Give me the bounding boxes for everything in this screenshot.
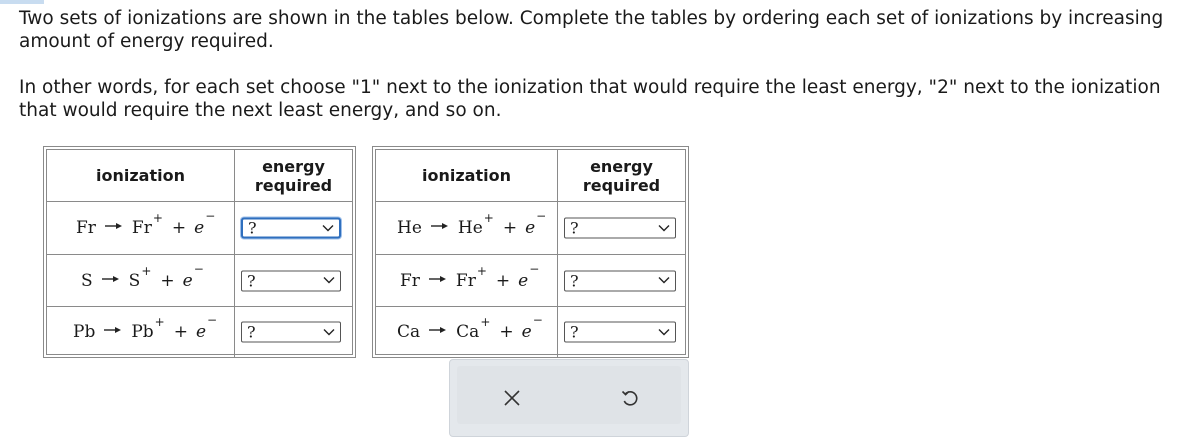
instructions-paragraph-2: In other words, for each set choose "1" next to the ionization that would require the least energy, "2" next to the ionization that would require the next least energy, and so on. xyxy=(19,77,1161,121)
right-arrow-icon xyxy=(429,275,447,283)
electron-symbol: e xyxy=(195,322,207,342)
ionization-equation xyxy=(397,313,543,342)
atom-symbol: Pb xyxy=(73,322,96,342)
clear-button[interactable] xyxy=(500,386,524,410)
electron-symbol: e xyxy=(518,270,529,291)
ionization-equation-cell xyxy=(376,307,558,357)
header-ionization: ionization xyxy=(47,150,235,201)
chevron-down-icon xyxy=(323,277,335,285)
ionization-equation-cell xyxy=(47,255,235,306)
energy-rank-select[interactable] xyxy=(241,218,341,239)
header-energy-line2: required xyxy=(582,175,661,195)
undo-icon xyxy=(620,388,640,408)
chevron-down-icon xyxy=(323,328,335,336)
header-energy-required xyxy=(235,150,352,201)
reset-button[interactable] xyxy=(618,386,642,410)
plus-sign: + xyxy=(160,270,175,291)
toolbar-panel xyxy=(457,366,681,424)
energy-cell xyxy=(558,307,685,357)
chevron-down-icon xyxy=(658,224,670,232)
ionization-equation-cell xyxy=(47,202,235,254)
header-energy-line1: energy xyxy=(590,156,653,176)
header-ionization: ionization xyxy=(376,150,558,201)
ion-symbol: Fr xyxy=(455,270,476,291)
atom-symbol: S xyxy=(81,270,93,291)
table-row xyxy=(47,307,352,357)
ion-charge: + xyxy=(154,315,165,329)
energy-cell xyxy=(235,255,352,306)
atom-symbol: He xyxy=(397,218,422,238)
chevron-down-icon xyxy=(658,277,670,285)
table-row xyxy=(47,255,352,307)
ionization-equation xyxy=(76,209,216,238)
right-arrow-icon xyxy=(429,326,447,334)
energy-cell xyxy=(558,202,685,254)
instructions-paragraph-1: Two sets of ionizations are shown in the tables below. Complete the tables by ordering each set of ionizations by increasing amount of energy required. xyxy=(19,8,1164,52)
plus-sign: + xyxy=(171,218,187,238)
atom-symbol: Fr xyxy=(76,218,96,238)
ion-charge: + xyxy=(476,263,487,278)
energy-rank-select[interactable] xyxy=(564,270,676,291)
top-accent-bar xyxy=(0,0,44,4)
energy-cell xyxy=(235,307,352,357)
instructions xyxy=(19,7,1184,122)
ionization-table-2 xyxy=(372,146,689,358)
ionization-equation-cell xyxy=(376,202,558,254)
table-row xyxy=(376,202,685,255)
ionization-equation xyxy=(400,261,540,291)
table-header xyxy=(47,150,352,202)
header-energy-line1: energy xyxy=(262,156,325,176)
right-arrow-icon xyxy=(104,326,122,334)
chevron-down-icon xyxy=(322,224,334,232)
ion-symbol: He xyxy=(457,218,483,238)
right-arrow-icon xyxy=(105,222,123,230)
select-value: ? xyxy=(248,218,257,238)
ionization-equation-cell xyxy=(47,307,235,357)
right-arrow-icon xyxy=(431,222,449,230)
ionization-table-1 xyxy=(43,146,356,358)
chevron-down-icon xyxy=(658,328,670,336)
ion-charge: + xyxy=(141,263,152,278)
table-row xyxy=(376,307,685,357)
ion-charge: + xyxy=(152,211,163,225)
plus-sign: + xyxy=(173,322,188,342)
electron-charge: − xyxy=(205,209,216,223)
energy-cell xyxy=(558,255,685,306)
atom-symbol: Ca xyxy=(397,322,421,342)
electron-charge: − xyxy=(207,313,218,327)
select-value: ? xyxy=(570,271,579,290)
ion-symbol: S xyxy=(128,270,141,291)
atom-symbol: Fr xyxy=(400,270,420,291)
energy-rank-select[interactable] xyxy=(564,322,676,343)
ion-charge: + xyxy=(480,315,491,329)
electron-charge: − xyxy=(193,261,204,276)
electron-symbol: e xyxy=(525,218,536,238)
ion-symbol: Pb xyxy=(131,322,154,342)
electron-charge: − xyxy=(536,209,547,223)
energy-rank-select[interactable] xyxy=(241,270,341,291)
select-value: ? xyxy=(247,271,256,290)
ionization-equation xyxy=(397,209,547,238)
electron-symbol: e xyxy=(194,218,205,238)
electron-charge: − xyxy=(532,313,543,327)
header-energy-line2: required xyxy=(254,175,333,195)
select-value: ? xyxy=(570,218,579,238)
ionization-equation xyxy=(81,261,204,291)
electron-symbol: e xyxy=(182,270,193,291)
header-energy-required xyxy=(558,150,685,201)
ion-symbol: Ca xyxy=(456,322,480,342)
ionization-equation-cell xyxy=(376,255,558,306)
right-arrow-icon xyxy=(102,275,120,283)
energy-cell xyxy=(235,202,352,254)
ionization-equation xyxy=(73,313,218,342)
select-value: ? xyxy=(247,322,256,342)
select-value: ? xyxy=(570,322,579,342)
electron-symbol: e xyxy=(521,322,532,342)
electron-charge: − xyxy=(529,261,540,276)
table-row xyxy=(376,255,685,307)
ion-symbol: Fr xyxy=(131,218,152,238)
plus-sign: + xyxy=(499,322,514,342)
energy-rank-select[interactable] xyxy=(564,218,676,239)
energy-rank-select[interactable] xyxy=(241,322,341,343)
plus-sign: + xyxy=(502,218,518,238)
table-header xyxy=(376,150,685,202)
ion-charge: + xyxy=(483,211,494,225)
plus-sign: + xyxy=(495,270,511,291)
table-row xyxy=(47,202,352,255)
close-icon xyxy=(503,389,521,407)
answer-toolbar xyxy=(449,359,689,437)
